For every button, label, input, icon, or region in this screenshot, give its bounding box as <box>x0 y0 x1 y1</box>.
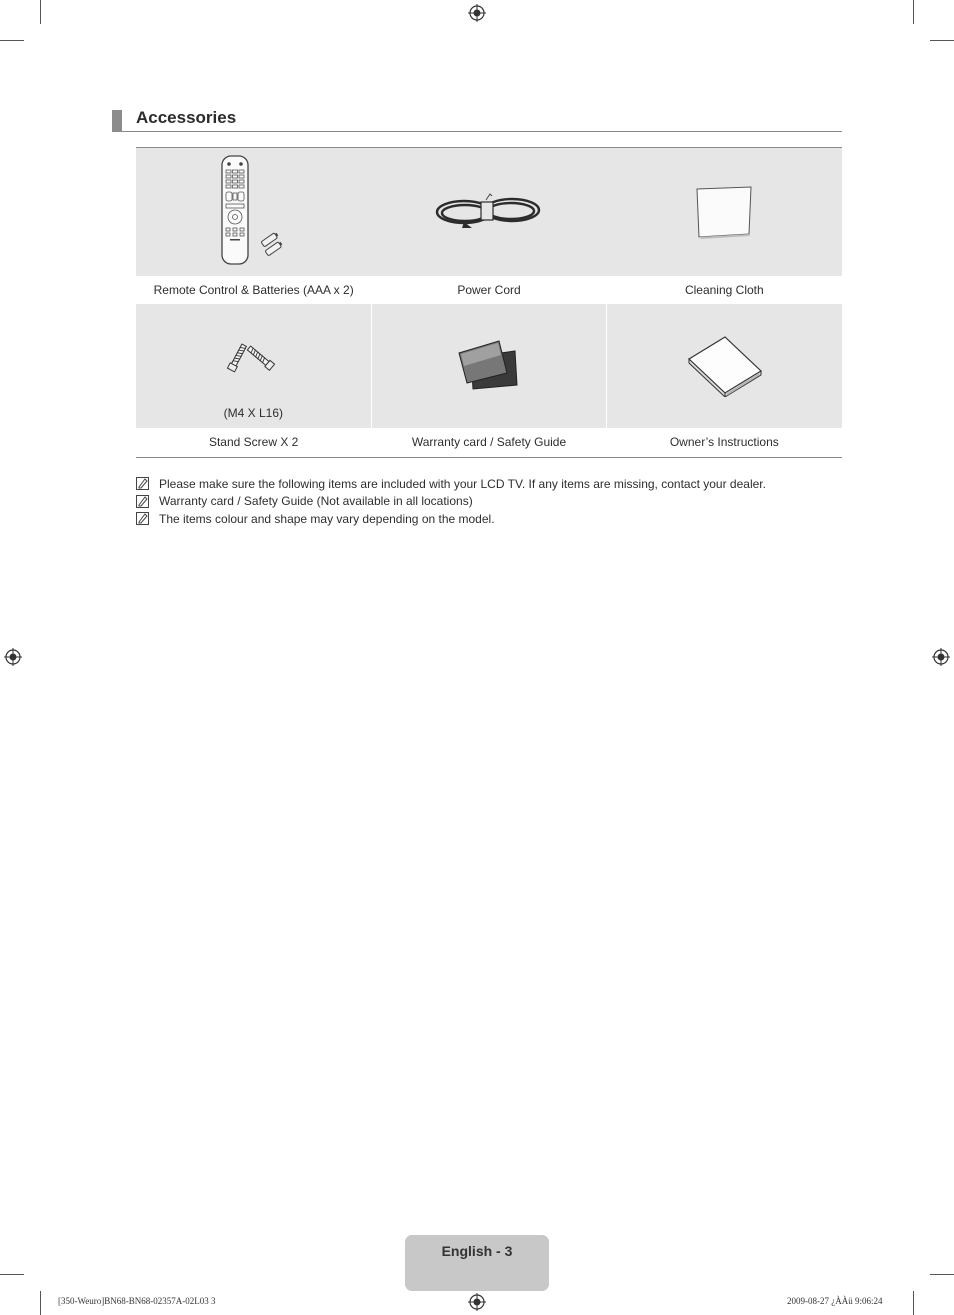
crop-mark <box>40 0 41 24</box>
registration-mark-icon <box>4 648 22 666</box>
note-item <box>136 493 842 511</box>
crop-mark <box>40 1291 41 1315</box>
accessory-label: Cleaning Cloth <box>684 283 764 297</box>
accessory-image-cell <box>371 148 606 276</box>
accessory-label: Owner’s Instructions <box>669 435 779 449</box>
heading-marker <box>112 110 122 131</box>
page-number-tab <box>405 1235 549 1291</box>
accessory-image-cell <box>607 148 842 276</box>
remote-control-icon <box>219 154 289 270</box>
crop-mark <box>930 40 954 41</box>
heading-divider <box>112 131 842 132</box>
accessory-image-cell <box>136 148 371 276</box>
accessories-table <box>136 147 842 458</box>
registration-mark-icon <box>468 1293 486 1311</box>
accessory-image-cell <box>136 304 371 428</box>
power-cord-icon <box>434 192 544 232</box>
accessory-label-row <box>136 428 842 457</box>
registration-mark-icon <box>932 648 950 666</box>
accessory-label: Warranty card / Safety Guide <box>411 435 567 449</box>
crop-mark <box>930 1274 954 1275</box>
crop-mark <box>0 1274 24 1275</box>
accessory-image-cell <box>371 304 607 428</box>
crop-mark <box>913 0 914 24</box>
notes-list <box>136 475 842 528</box>
accessory-label: Stand Screw X 2 <box>208 435 299 449</box>
note-text: The items colour and shape may vary depending on the model. <box>159 511 495 526</box>
print-slug-right: 2009-08-27 ¿ÀÀü 9:06:24 <box>787 1296 883 1306</box>
page-number: English - 3 <box>441 1243 513 1259</box>
print-slug-left: [350-Weuro]BN68-BN68-02357A-02L03 3 <box>58 1296 216 1306</box>
note-item <box>136 475 842 493</box>
accessory-label: Remote Control & Batteries (AAA x 2) <box>153 283 354 297</box>
accessory-image-row <box>136 304 842 428</box>
screw-size-label: (M4 X L16) <box>223 406 284 420</box>
stand-screw-icon <box>225 336 281 376</box>
manual-icon <box>687 335 763 397</box>
note-item <box>136 510 842 528</box>
section-title: Accessories <box>136 108 237 127</box>
accessory-label-row <box>136 276 842 304</box>
note-text: Please make sure the following items are included with your LCD TV. If any items are missing, contact your dealer. <box>159 476 766 491</box>
crop-mark <box>0 40 24 41</box>
crop-mark <box>913 1291 914 1315</box>
warranty-card-icon <box>457 339 521 393</box>
note-icon <box>136 512 149 525</box>
accessory-image-row <box>136 148 842 276</box>
accessory-image-cell <box>606 304 842 428</box>
note-icon <box>136 495 149 508</box>
note-text: Warranty card / Safety Guide (Not available in all locations) <box>159 494 473 509</box>
accessory-label: Power Cord <box>457 283 521 297</box>
cleaning-cloth-icon <box>693 184 755 240</box>
note-icon <box>136 477 149 490</box>
registration-mark-icon <box>468 4 486 22</box>
